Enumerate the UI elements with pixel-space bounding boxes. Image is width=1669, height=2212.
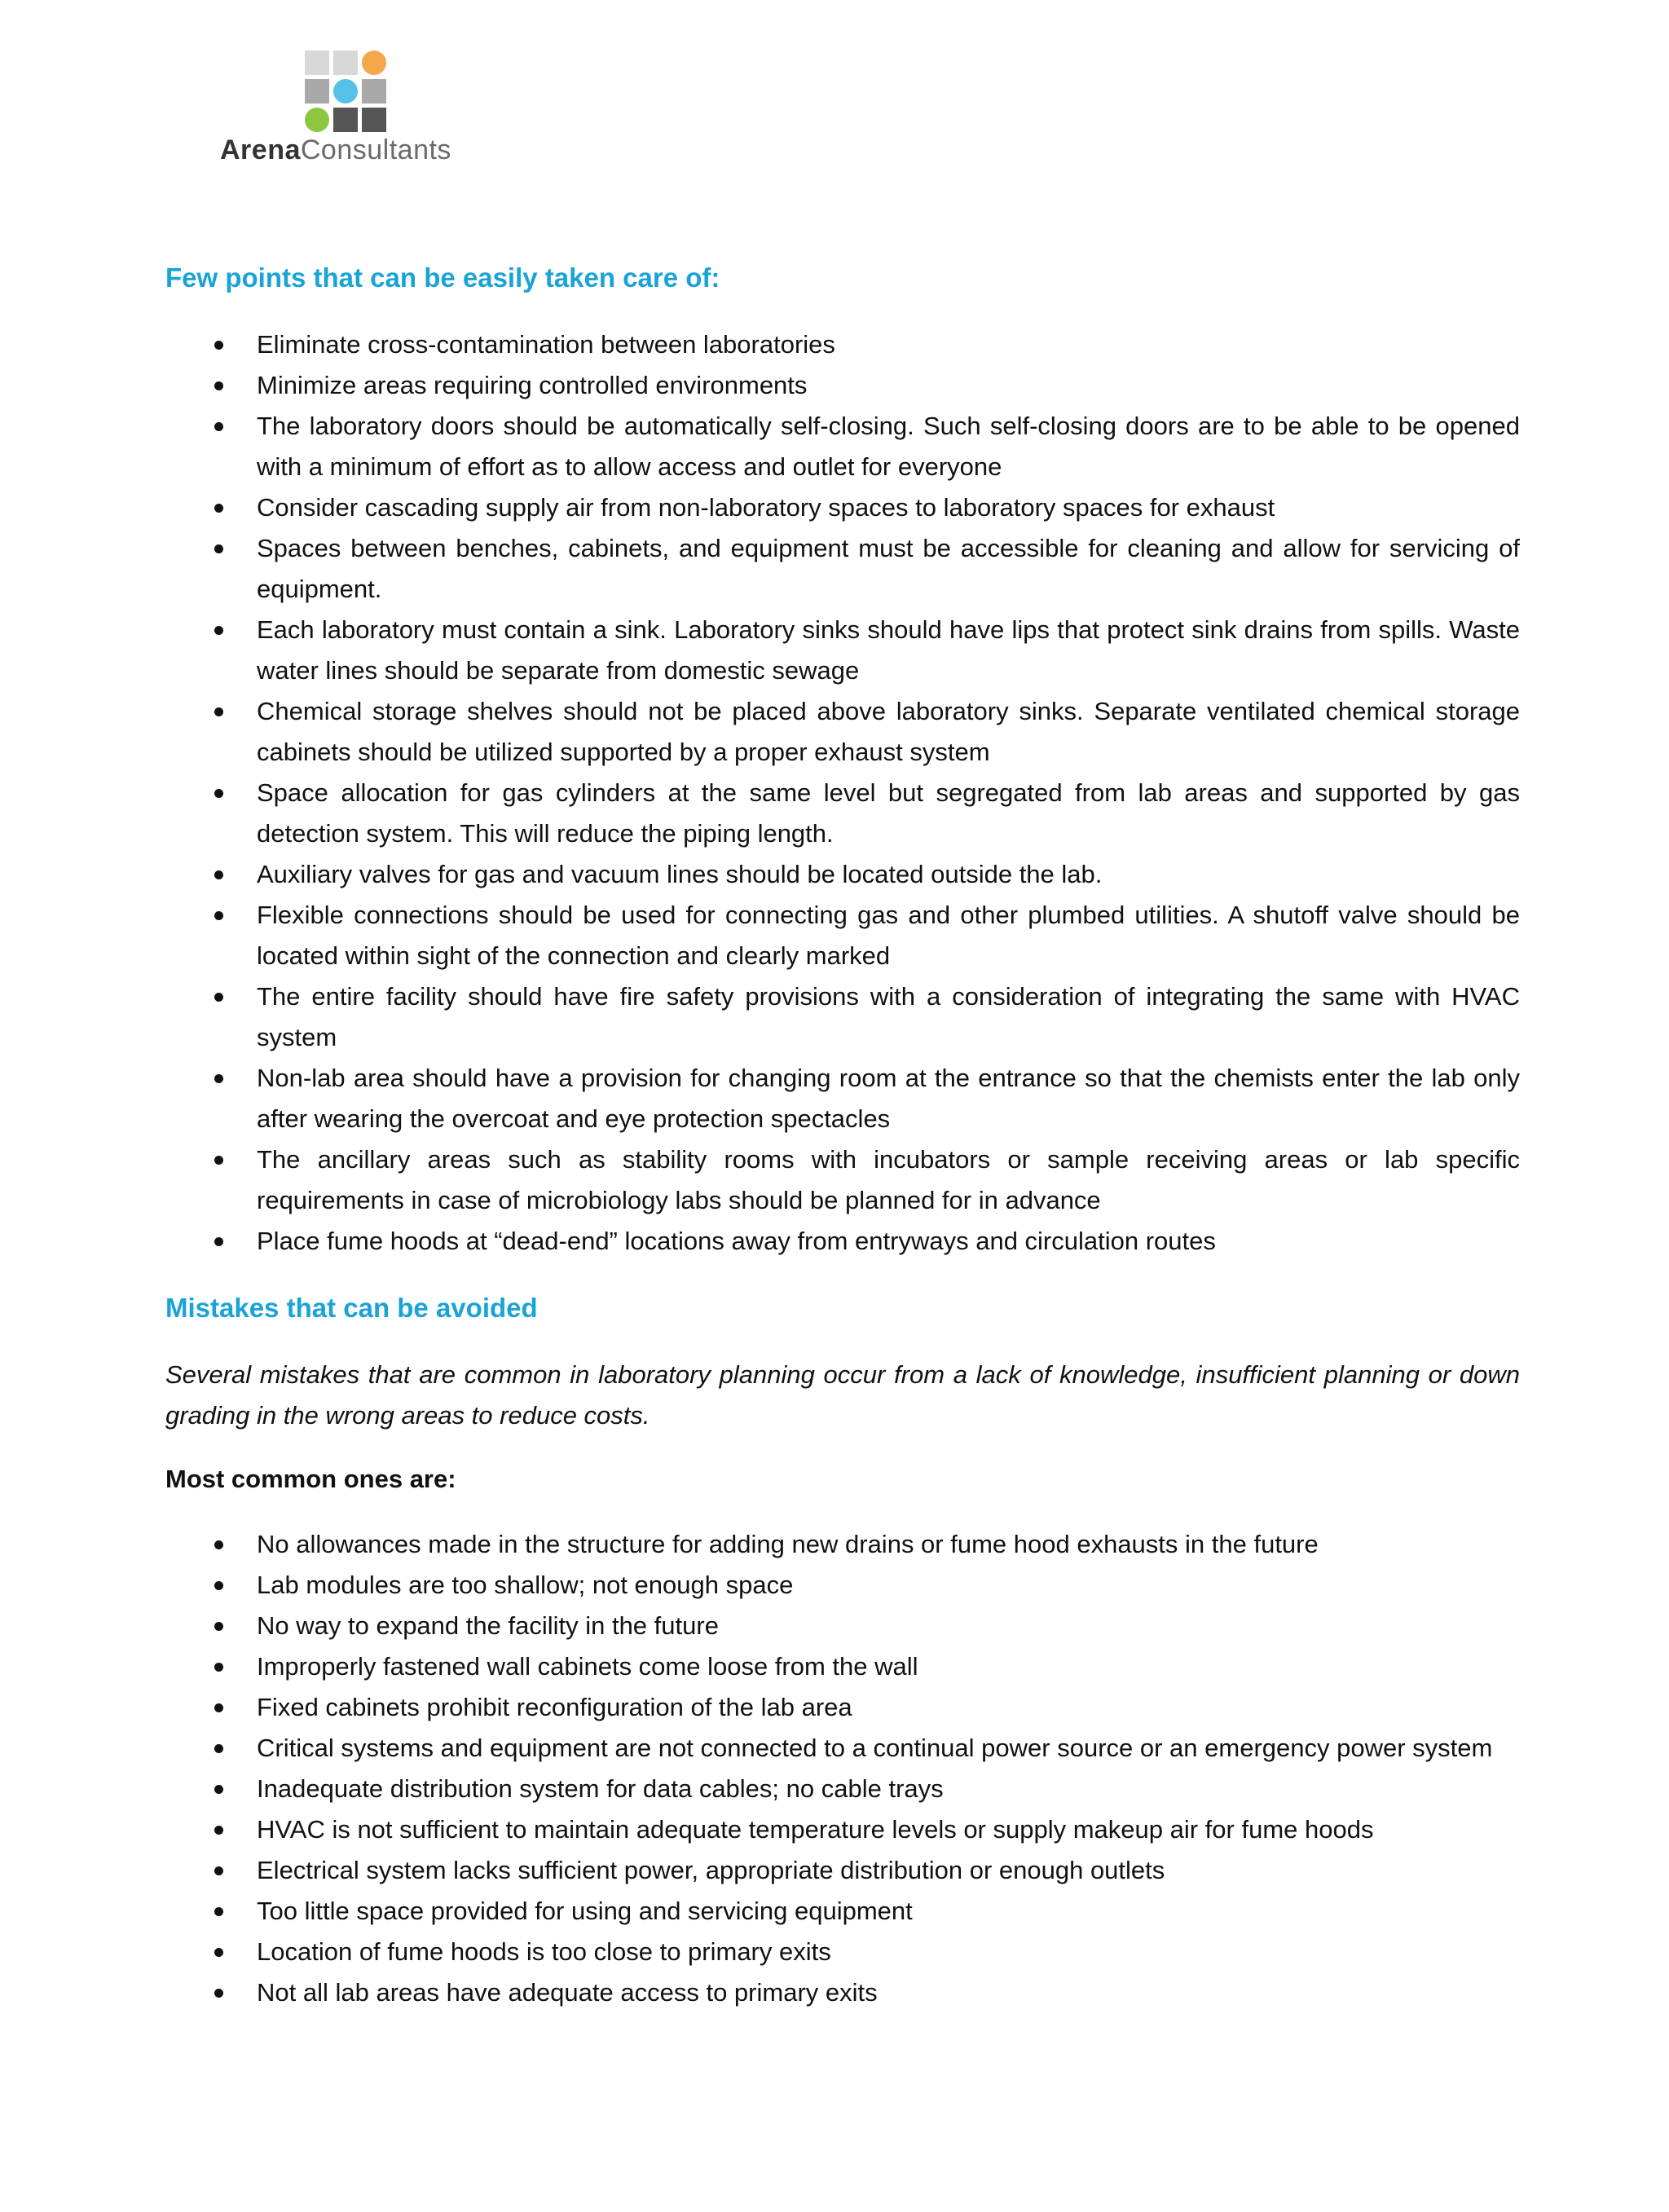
list-item: Too little space provided for using and servicing equipment (165, 1891, 1520, 1932)
list-item: Fixed cabinets prohibit reconfiguration of the lab area (165, 1687, 1520, 1728)
logo-circle-blue (333, 79, 358, 104)
company-logo (220, 47, 489, 170)
list-item: The entire facility should have fire safety provisions with a consideration of integrating the same with HVAC system (165, 976, 1520, 1058)
bullet-icon (214, 1074, 223, 1083)
list-item: The ancillary areas such as stability rooms with incubators or sample receiving areas or lab specific requirements in case of microbiology labs should be planned for in advance (165, 1139, 1520, 1221)
list-item: Flexible connections should be used for connecting gas and other plumbed utilities. A shutoff valve should be located within sight of the connection and clearly marked (165, 895, 1520, 976)
mistakes-list (165, 1524, 1520, 2013)
logo-square-dark (333, 108, 358, 132)
logo-wordmark (220, 134, 451, 166)
list-item: Inadequate distribution system for data cables; no cable trays (165, 1769, 1520, 1809)
list-item: Critical systems and equipment are not connected to a continual power source or an emergency power system (165, 1728, 1520, 1769)
bullet-icon (214, 1581, 223, 1590)
bullet-icon (214, 870, 223, 879)
list-item: Minimize areas requiring controlled environments (165, 365, 1520, 406)
bullet-icon (214, 1622, 223, 1631)
document-body (165, 259, 1520, 2013)
list-item: Location of fume hoods is too close to primary exits (165, 1932, 1520, 1972)
bullet-icon (214, 1540, 223, 1549)
list-item: Space allocation for gas cylinders at the same level but segregated from lab areas and supported by gas detection system. This will reduce the piping length. (165, 773, 1520, 854)
list-item: HVAC is not sufficient to maintain adequate temperature levels or supply makeup air for fume hoods (165, 1809, 1520, 1850)
list-item: No way to expand the facility in the future (165, 1606, 1520, 1646)
bullet-icon (214, 993, 223, 1002)
logo-square-dark (362, 108, 386, 132)
logo-name-bold: Arena (220, 134, 301, 165)
easy-points-list (165, 324, 1520, 1262)
logo-circle-green (305, 108, 329, 132)
list-item: The laboratory doors should be automatically self-closing. Such self-closing doors are to be able to be opened with a minimum of effort as to allow access and outlet for everyone (165, 406, 1520, 487)
bullet-icon (214, 341, 223, 350)
bullet-icon (214, 544, 223, 553)
logo-name-light: Consultants (300, 134, 451, 165)
section-heading-easy-points: Few points that can be easily taken care of: (165, 262, 720, 293)
list-item: Eliminate cross-contamination between laboratories (165, 324, 1520, 365)
list-item: Lab modules are too shallow; not enough space (165, 1565, 1520, 1606)
list-item: Auxiliary valves for gas and vacuum lines should be located outside the lab. (165, 854, 1520, 895)
bullet-icon (214, 1703, 223, 1712)
list-item: Spaces between benches, cabinets, and equipment must be accessible for cleaning and allow for servicing of equipment. (165, 528, 1520, 610)
logo-square-light (305, 51, 329, 75)
bullet-icon (214, 1989, 223, 1998)
mistakes-intro-paragraph: Several mistakes that are common in laboratory planning occur from a lack of knowledge, insufficient planning or down grading in the wrong areas to reduce costs. (165, 1360, 1520, 1430)
bullet-icon (214, 626, 223, 635)
logo-square-mid (362, 79, 386, 104)
logo-square-light (333, 51, 358, 75)
list-item: No allowances made in the structure for adding new drains or fume hood exhausts in the future (165, 1524, 1520, 1565)
bullet-icon (214, 1663, 223, 1672)
bullet-icon (214, 1866, 223, 1875)
bullet-icon (214, 789, 223, 798)
bullet-icon (214, 1237, 223, 1246)
list-item: Place fume hoods at “dead-end” locations away from entryways and circulation routes (165, 1221, 1520, 1262)
common-mistakes-subheading: Most common ones are: (165, 1465, 456, 1493)
list-item: Consider cascading supply air from non-laboratory spaces to laboratory spaces for exhaust (165, 487, 1520, 528)
bullet-icon (214, 1156, 223, 1165)
bullet-icon (214, 707, 223, 716)
bullet-icon (214, 1744, 223, 1753)
bullet-icon (214, 504, 223, 513)
list-item: Improperly fastened wall cabinets come loose from the wall (165, 1646, 1520, 1687)
section-heading-mistakes: Mistakes that can be avoided (165, 1293, 538, 1323)
logo-circle-orange (362, 51, 386, 75)
bullet-icon (214, 422, 223, 431)
bullet-icon (214, 911, 223, 920)
bullet-icon (214, 1907, 223, 1916)
list-item: Electrical system lacks sufficient power, appropriate distribution or enough outlets (165, 1850, 1520, 1891)
list-item: Chemical storage shelves should not be placed above laboratory sinks. Separate ventilated chemical storage cabinets should be utilized supported by a proper exhaust system (165, 691, 1520, 773)
logo-square-mid (305, 79, 329, 104)
list-item: Each laboratory must contain a sink. Laboratory sinks should have lips that protect sink drains from spills. Waste water lines should be separate from domestic sewage (165, 610, 1520, 691)
list-item: Not all lab areas have adequate access to primary exits (165, 1972, 1520, 2013)
bullet-icon (214, 1785, 223, 1794)
bullet-icon (214, 381, 223, 390)
logo-mark (305, 51, 388, 134)
bullet-icon (214, 1826, 223, 1835)
bullet-icon (214, 1948, 223, 1957)
list-item: Non-lab area should have a provision for changing room at the entrance so that the chemists enter the lab only after wearing the overcoat and eye protection spectacles (165, 1058, 1520, 1139)
